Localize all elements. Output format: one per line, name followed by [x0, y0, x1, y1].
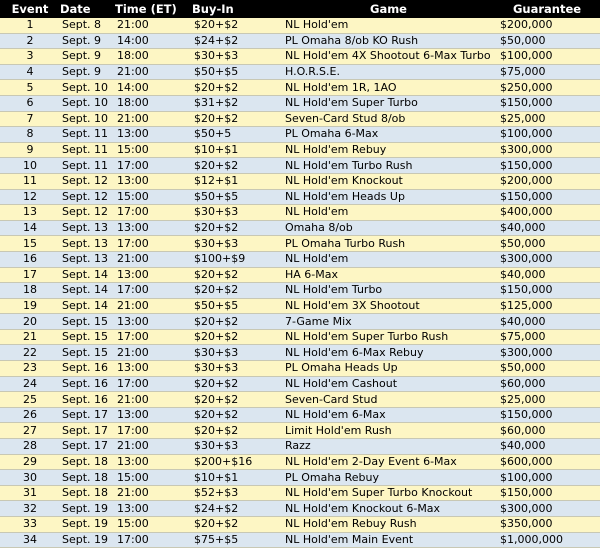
event-number: 24	[0, 376, 60, 392]
event-date: Sept. 15	[60, 345, 115, 361]
event-date: Sept. 15	[60, 329, 115, 345]
event-number: 20	[0, 314, 60, 330]
event-date: Sept. 11	[60, 158, 115, 174]
event-game: NL Hold'em Rebuy	[283, 142, 494, 158]
event-buyin: $20+$2	[192, 283, 283, 299]
event-buyin: $20+$2	[192, 376, 283, 392]
event-buyin: $20+$2	[192, 423, 283, 439]
event-guarantee: $25,000	[494, 111, 600, 127]
table-row	[0, 49, 600, 65]
event-number: 9	[0, 142, 60, 158]
event-game: NL Hold'em 4X Shootout 6-Max Turbo	[283, 49, 494, 65]
table-row	[0, 173, 600, 189]
event-buyin: $30+$3	[192, 205, 283, 221]
event-guarantee: $40,000	[494, 220, 600, 236]
event-time: 21:00	[115, 298, 192, 314]
event-number: 30	[0, 470, 60, 486]
event-game: NL Hold'em Main Event	[283, 532, 494, 548]
table-row	[0, 532, 600, 548]
event-game: PL Omaha Heads Up	[283, 361, 494, 377]
event-game: NL Hold'em Cashout	[283, 376, 494, 392]
event-buyin: $31+$2	[192, 95, 283, 111]
table-row	[0, 454, 600, 470]
event-date: Sept. 12	[60, 205, 115, 221]
table-row	[0, 298, 600, 314]
event-guarantee: $300,000	[494, 501, 600, 517]
event-guarantee: $200,000	[494, 173, 600, 189]
event-game: HA 6-Max	[283, 267, 494, 283]
event-game: Omaha 8/ob	[283, 220, 494, 236]
event-time: 21:00	[115, 345, 192, 361]
event-game: NL Hold'em Knockout 6-Max	[283, 501, 494, 517]
event-buyin: $20+$2	[192, 314, 283, 330]
event-game: NL Hold'em	[283, 205, 494, 221]
table-row	[0, 376, 600, 392]
event-guarantee: $300,000	[494, 142, 600, 158]
event-guarantee: $75,000	[494, 329, 600, 345]
event-date: Sept. 16	[60, 376, 115, 392]
event-guarantee: $150,000	[494, 485, 600, 501]
header-event: Event	[0, 0, 60, 18]
table-row	[0, 329, 600, 345]
event-time: 17:00	[115, 205, 192, 221]
event-guarantee: $25,000	[494, 392, 600, 408]
table-row	[0, 283, 600, 299]
event-time: 21:00	[115, 111, 192, 127]
table-row	[0, 345, 600, 361]
event-date: Sept. 13	[60, 236, 115, 252]
event-number: 7	[0, 111, 60, 127]
event-guarantee: $60,000	[494, 423, 600, 439]
event-game: Razz	[283, 439, 494, 455]
event-date: Sept. 18	[60, 470, 115, 486]
event-buyin: $52+$3	[192, 485, 283, 501]
event-number: 12	[0, 189, 60, 205]
event-date: Sept. 17	[60, 439, 115, 455]
table-row	[0, 501, 600, 517]
event-number: 32	[0, 501, 60, 517]
event-date: Sept. 9	[60, 64, 115, 80]
event-number: 16	[0, 251, 60, 267]
event-guarantee: $400,000	[494, 205, 600, 221]
event-number: 23	[0, 361, 60, 377]
event-game: NL Hold'em Super Turbo	[283, 95, 494, 111]
event-guarantee: $600,000	[494, 454, 600, 470]
event-date: Sept. 9	[60, 49, 115, 65]
event-buyin: $24+$2	[192, 33, 283, 49]
event-time: 13:00	[115, 220, 192, 236]
event-buyin: $200+$16	[192, 454, 283, 470]
event-buyin: $75+$5	[192, 532, 283, 548]
event-buyin: $100+$9	[192, 251, 283, 267]
table-row	[0, 361, 600, 377]
event-date: Sept. 11	[60, 127, 115, 143]
table-row	[0, 314, 600, 330]
header-guarantee: Guarantee	[494, 0, 600, 18]
event-number: 28	[0, 439, 60, 455]
event-number: 21	[0, 329, 60, 345]
event-game: 7-Game Mix	[283, 314, 494, 330]
event-guarantee: $75,000	[494, 64, 600, 80]
event-time: 15:00	[115, 470, 192, 486]
event-number: 2	[0, 33, 60, 49]
event-date: Sept. 9	[60, 33, 115, 49]
event-date: Sept. 19	[60, 517, 115, 533]
event-buyin: $24+$2	[192, 501, 283, 517]
event-buyin: $30+$3	[192, 345, 283, 361]
event-buyin: $30+$3	[192, 49, 283, 65]
event-buyin: $20+$2	[192, 329, 283, 345]
event-time: 15:00	[115, 517, 192, 533]
event-time: 21:00	[115, 18, 192, 33]
event-date: Sept. 15	[60, 314, 115, 330]
event-number: 4	[0, 64, 60, 80]
event-date: Sept. 17	[60, 423, 115, 439]
event-date: Sept. 10	[60, 95, 115, 111]
event-number: 19	[0, 298, 60, 314]
event-number: 1	[0, 18, 60, 33]
event-date: Sept. 12	[60, 189, 115, 205]
event-game: NL Hold'em 6-Max	[283, 407, 494, 423]
event-date: Sept. 12	[60, 173, 115, 189]
header-row	[0, 0, 600, 18]
table-body	[0, 18, 600, 548]
event-number: 14	[0, 220, 60, 236]
event-guarantee: $150,000	[494, 407, 600, 423]
event-time: 13:00	[115, 407, 192, 423]
table-row	[0, 485, 600, 501]
event-game: NL Hold'em Turbo	[283, 283, 494, 299]
event-buyin: $50+5	[192, 127, 283, 143]
event-time: 13:00	[115, 267, 192, 283]
event-guarantee: $100,000	[494, 49, 600, 65]
event-guarantee: $250,000	[494, 80, 600, 96]
table-row	[0, 470, 600, 486]
header-date: Date	[60, 0, 115, 18]
event-time: 15:00	[115, 189, 192, 205]
event-number: 5	[0, 80, 60, 96]
event-date: Sept. 19	[60, 501, 115, 517]
event-guarantee: $50,000	[494, 236, 600, 252]
table-row	[0, 142, 600, 158]
event-time: 17:00	[115, 376, 192, 392]
event-game: NL Hold'em Rebuy Rush	[283, 517, 494, 533]
event-date: Sept. 17	[60, 407, 115, 423]
event-buyin: $20+$2	[192, 18, 283, 33]
event-time: 15:00	[115, 142, 192, 158]
event-buyin: $10+$1	[192, 142, 283, 158]
event-time: 17:00	[115, 158, 192, 174]
event-guarantee: $40,000	[494, 314, 600, 330]
event-number: 29	[0, 454, 60, 470]
event-number: 26	[0, 407, 60, 423]
table-row	[0, 64, 600, 80]
table-row	[0, 158, 600, 174]
event-date: Sept. 14	[60, 283, 115, 299]
event-buyin: $20+$2	[192, 267, 283, 283]
event-time: 13:00	[115, 127, 192, 143]
table-row	[0, 251, 600, 267]
event-guarantee: $300,000	[494, 251, 600, 267]
event-guarantee: $100,000	[494, 127, 600, 143]
table-row	[0, 127, 600, 143]
event-guarantee: $300,000	[494, 345, 600, 361]
event-buyin: $30+$3	[192, 236, 283, 252]
event-buyin: $50+$5	[192, 298, 283, 314]
event-buyin: $30+$3	[192, 439, 283, 455]
event-guarantee: $150,000	[494, 158, 600, 174]
event-buyin: $20+$2	[192, 80, 283, 96]
table-row	[0, 205, 600, 221]
table-row	[0, 392, 600, 408]
event-guarantee: $60,000	[494, 376, 600, 392]
event-guarantee: $40,000	[494, 439, 600, 455]
event-guarantee: $150,000	[494, 283, 600, 299]
event-date: Sept. 10	[60, 80, 115, 96]
event-time: 21:00	[115, 392, 192, 408]
event-game: Seven-Card Stud	[283, 392, 494, 408]
event-time: 17:00	[115, 236, 192, 252]
event-game: NL Hold'em Heads Up	[283, 189, 494, 205]
table-row	[0, 189, 600, 205]
event-number: 22	[0, 345, 60, 361]
event-game: NL Hold'em Super Turbo Rush	[283, 329, 494, 345]
event-time: 21:00	[115, 64, 192, 80]
event-number: 25	[0, 392, 60, 408]
event-guarantee: $200,000	[494, 18, 600, 33]
table-row	[0, 18, 600, 33]
event-date: Sept. 16	[60, 392, 115, 408]
event-number: 34	[0, 532, 60, 548]
event-date: Sept. 16	[60, 361, 115, 377]
event-number: 6	[0, 95, 60, 111]
event-buyin: $50+$5	[192, 64, 283, 80]
table-row	[0, 407, 600, 423]
event-buyin: $20+$2	[192, 158, 283, 174]
event-buyin: $20+$2	[192, 407, 283, 423]
event-guarantee: $150,000	[494, 95, 600, 111]
event-date: Sept. 14	[60, 267, 115, 283]
event-game: Limit Hold'em Rush	[283, 423, 494, 439]
event-buyin: $10+$1	[192, 470, 283, 486]
table-row	[0, 439, 600, 455]
event-time: 13:00	[115, 454, 192, 470]
event-time: 17:00	[115, 532, 192, 548]
header-time: Time (ET)	[115, 0, 192, 18]
event-number: 18	[0, 283, 60, 299]
event-buyin: $30+$3	[192, 361, 283, 377]
table-row	[0, 236, 600, 252]
event-number: 13	[0, 205, 60, 221]
table-row	[0, 95, 600, 111]
table-row	[0, 220, 600, 236]
event-date: Sept. 8	[60, 18, 115, 33]
table-row	[0, 33, 600, 49]
event-buyin: $50+$5	[192, 189, 283, 205]
event-time: 17:00	[115, 283, 192, 299]
event-time: 21:00	[115, 485, 192, 501]
event-guarantee: $1,000,000	[494, 532, 600, 548]
event-number: 27	[0, 423, 60, 439]
event-game: H.O.R.S.E.	[283, 64, 494, 80]
event-number: 11	[0, 173, 60, 189]
event-date: Sept. 18	[60, 454, 115, 470]
event-game: PL Omaha Turbo Rush	[283, 236, 494, 252]
event-game: NL Hold'em 2-Day Event 6-Max	[283, 454, 494, 470]
event-guarantee: $50,000	[494, 33, 600, 49]
event-guarantee: $125,000	[494, 298, 600, 314]
event-date: Sept. 13	[60, 220, 115, 236]
event-number: 8	[0, 127, 60, 143]
event-time: 18:00	[115, 49, 192, 65]
event-date: Sept. 18	[60, 485, 115, 501]
event-date: Sept. 11	[60, 142, 115, 158]
event-game: NL Hold'em Super Turbo Knockout	[283, 485, 494, 501]
event-game: PL Omaha 6-Max	[283, 127, 494, 143]
event-game: PL Omaha 8/ob KO Rush	[283, 33, 494, 49]
event-game: PL Omaha Rebuy	[283, 470, 494, 486]
table-row	[0, 423, 600, 439]
event-buyin: $12+$1	[192, 173, 283, 189]
event-number: 15	[0, 236, 60, 252]
event-number: 3	[0, 49, 60, 65]
event-date: Sept. 14	[60, 298, 115, 314]
event-time: 14:00	[115, 80, 192, 96]
event-date: Sept. 19	[60, 532, 115, 548]
event-guarantee: $50,000	[494, 361, 600, 377]
event-guarantee: $350,000	[494, 517, 600, 533]
table-header	[0, 0, 600, 18]
event-time: 17:00	[115, 423, 192, 439]
header-buyin: Buy-In	[192, 0, 283, 18]
event-game: NL Hold'em	[283, 18, 494, 33]
event-time: 13:00	[115, 501, 192, 517]
event-time: 14:00	[115, 33, 192, 49]
event-game: NL Hold'em 3X Shootout	[283, 298, 494, 314]
event-buyin: $20+$2	[192, 111, 283, 127]
event-time: 13:00	[115, 173, 192, 189]
event-guarantee: $150,000	[494, 189, 600, 205]
event-game: NL Hold'em Turbo Rush	[283, 158, 494, 174]
event-number: 33	[0, 517, 60, 533]
event-number: 10	[0, 158, 60, 174]
table-row	[0, 111, 600, 127]
table-row	[0, 80, 600, 96]
event-guarantee: $40,000	[494, 267, 600, 283]
header-game: Game	[283, 0, 494, 18]
table-row	[0, 267, 600, 283]
event-time: 21:00	[115, 251, 192, 267]
event-time: 13:00	[115, 314, 192, 330]
event-date: Sept. 13	[60, 251, 115, 267]
event-time: 18:00	[115, 95, 192, 111]
event-time: 17:00	[115, 329, 192, 345]
event-buyin: $20+$2	[192, 517, 283, 533]
event-buyin: $20+$2	[192, 220, 283, 236]
event-buyin: $20+$2	[192, 392, 283, 408]
event-game: Seven-Card Stud 8/ob	[283, 111, 494, 127]
event-game: NL Hold'em 1R, 1AO	[283, 80, 494, 96]
event-number: 17	[0, 267, 60, 283]
event-guarantee: $100,000	[494, 470, 600, 486]
table-row	[0, 517, 600, 533]
event-game: NL Hold'em	[283, 251, 494, 267]
event-time: 21:00	[115, 439, 192, 455]
event-game: NL Hold'em 6-Max Rebuy	[283, 345, 494, 361]
event-time: 13:00	[115, 361, 192, 377]
event-game: NL Hold'em Knockout	[283, 173, 494, 189]
event-date: Sept. 10	[60, 111, 115, 127]
event-number: 31	[0, 485, 60, 501]
